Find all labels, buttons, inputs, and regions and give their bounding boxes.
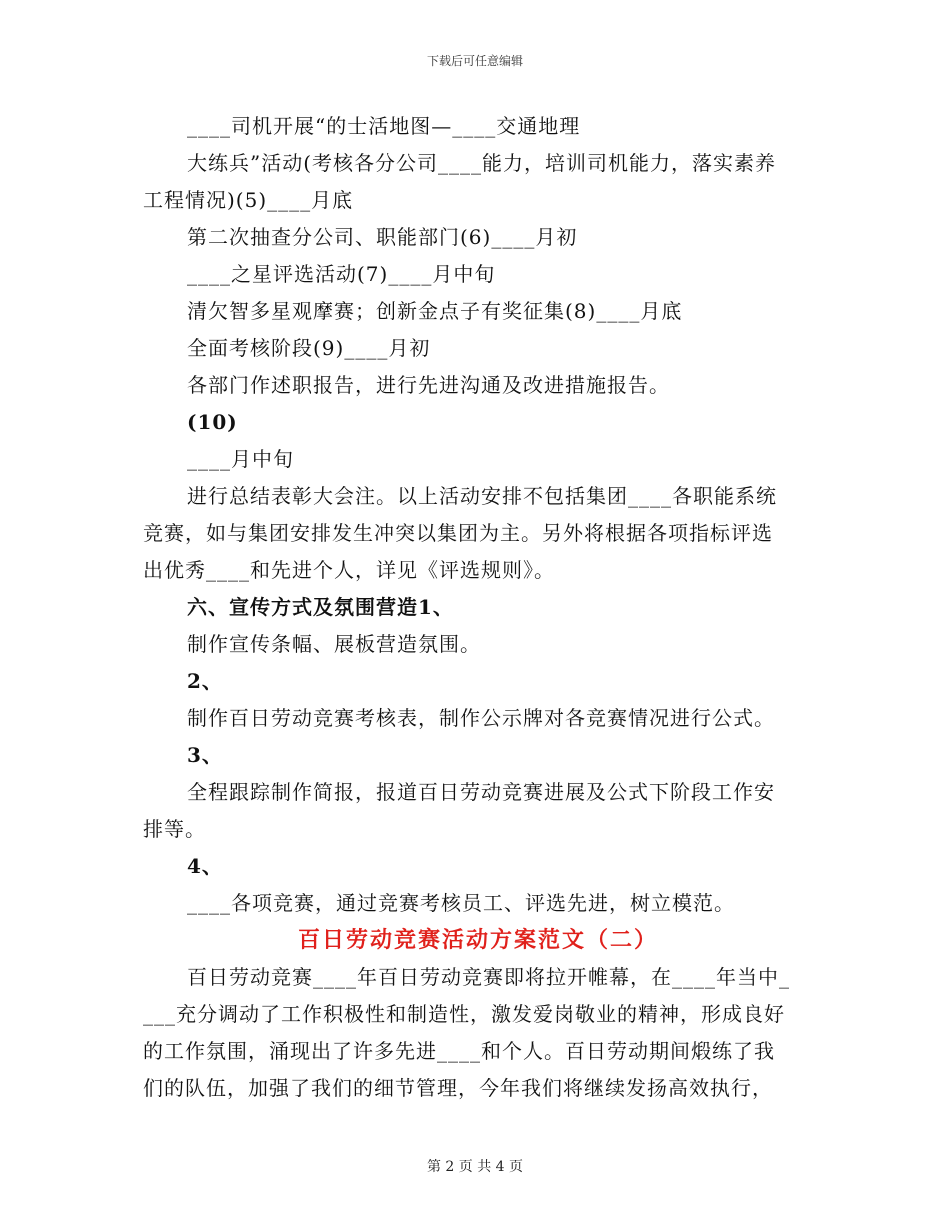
item-number: 3、: [187, 743, 223, 767]
section-heading: 六、宣传方式及氛围营造1、: [187, 595, 454, 619]
paragraph-line: 进行总结表彰大会注。以上活动安排不包括集团____各职能系统: [187, 484, 777, 508]
paragraph-line: 清欠智多星观摩赛；创新金点子有奖征集(8)____月底: [187, 299, 683, 323]
paragraph-line: 全程跟踪制作简报，报道百日劳动竞赛进展及公式下阶段工作安: [187, 780, 775, 804]
paragraph-line: 排等。: [143, 817, 206, 841]
paragraph-line: 竞赛，如与集团安排发生冲突以集团为主。另外将根据各项指标评选: [143, 521, 773, 545]
paragraph-line: 全面考核阶段(9)____月初: [187, 336, 431, 360]
item-number: 4、: [187, 854, 223, 878]
paragraph-line: ___充分调动了工作积极性和制造性，激发爱岗敬业的精神，形成良好: [143, 1002, 785, 1026]
paragraph-line: 工程情况)(5)____月底: [143, 188, 354, 212]
paragraph-line: ____月中旬: [187, 447, 294, 471]
paragraph-line: ____司机开展“的士活地图—____交通地理: [187, 114, 581, 138]
paragraph-line: 大练兵”活动(考核各分公司____能力，培训司机能力，落实素养: [187, 151, 777, 175]
paragraph-line: 出优秀____和先进个人，详见《评选规则》。: [143, 558, 555, 582]
paragraph-line: 们的队伍，加强了我们的细节管理，今年我们将继续发扬高效执行，: [143, 1076, 773, 1100]
paragraph-line: 制作百日劳动竞赛考核表，制作公示牌对各竞赛情况进行公式。: [187, 706, 775, 730]
paragraph-line: 第二次抽查分公司、职能部门(6)____月初: [187, 225, 578, 249]
paragraph-line: 制作宣传条幅、展板营造氛围。: [187, 632, 481, 656]
item-number: 2、: [187, 669, 223, 693]
item-number: (10): [187, 410, 238, 434]
document-body: [143, 108, 813, 1107]
section-title: 百日劳动竞赛活动方案范文（二）: [297, 927, 658, 953]
page-header: 下载后可任意编辑: [426, 54, 523, 68]
paragraph-line: 的工作氛围，涌现出了许多先进____和个人。百日劳动期间煅练了我: [143, 1039, 775, 1063]
paragraph-line: ____各项竞赛，通过竞赛考核员工、评选先进，树立模范。: [187, 891, 735, 915]
paragraph-line: 各部门作述职报告，进行先进沟通及改进措施报告。: [187, 373, 670, 397]
paragraph-line: 百日劳动竞赛____年百日劳动竞赛即将拉开帷幕，在____年当中_: [187, 965, 790, 989]
page-footer: 第 2 页 共 4 页: [426, 1159, 524, 1175]
paragraph-line: ____之星评选活动(7)____月中旬: [187, 262, 496, 286]
